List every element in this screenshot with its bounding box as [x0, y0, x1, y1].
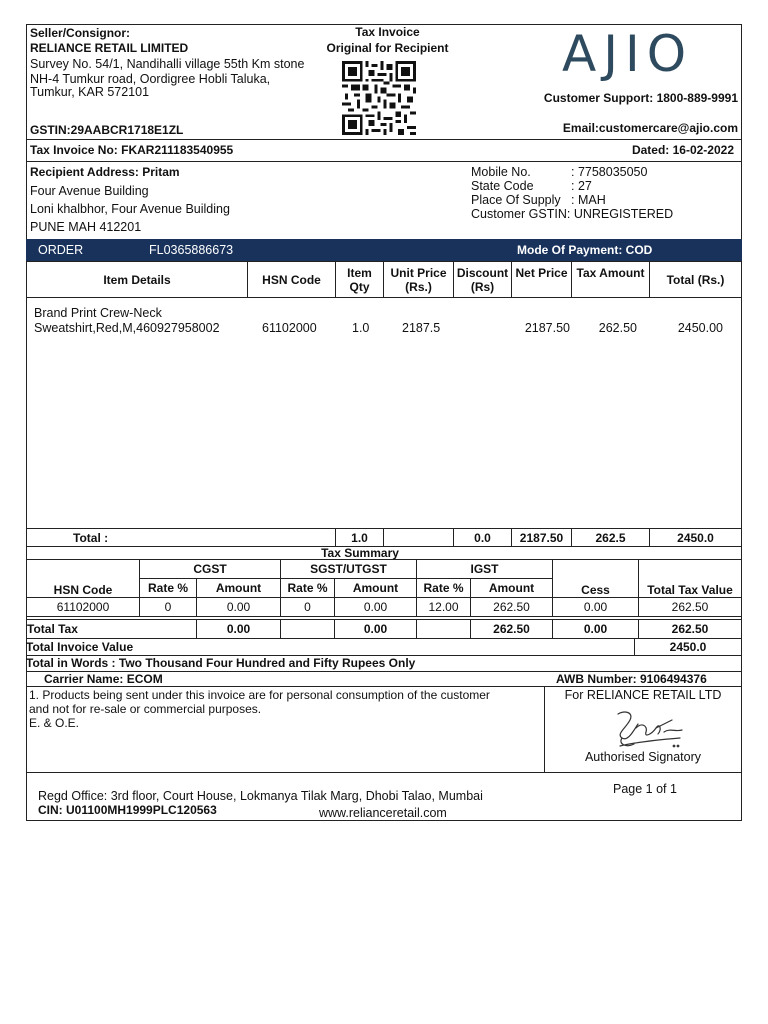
tax-row-igst-rate: 12.00: [417, 598, 471, 617]
col-item-qty: [336, 262, 384, 298]
totals-unit-price: [384, 529, 454, 547]
items-header: [26, 261, 742, 298]
tax-cess-header: Cess: [553, 560, 639, 598]
tax-cgst-amount-header: Amount: [197, 579, 281, 598]
total-tax-label: Total Tax: [27, 620, 197, 639]
total-tax-igst: 262.50: [471, 620, 553, 639]
mobile-label: Mobile No.: [471, 165, 531, 179]
col-net-price: Net Price: [512, 262, 572, 298]
col-unit-price: [384, 262, 454, 298]
items-totals-row: [26, 528, 742, 547]
total-tax-cess: 0.00: [553, 620, 639, 639]
seller-name: RELIANCE RETAIL LIMITED: [30, 41, 189, 55]
totals-discount: 0.0: [454, 529, 512, 547]
col-discount: [454, 262, 512, 298]
order-label: ORDER: [38, 243, 84, 257]
item-qty: 1.0: [352, 321, 370, 335]
recipient-line2: Loni khalbhor, Four Avenue Building: [30, 202, 230, 216]
tax-total-header: Total Tax Value: [639, 560, 742, 598]
declaration-line2: and not for re-sale or commercial purposes.: [29, 702, 262, 716]
recipient-line1: Four Avenue Building: [30, 184, 149, 198]
total-in-words: Total in Words : Two Thousand Four Hundred and Fifty Rupees Only: [26, 656, 416, 670]
declaration-line3: E. & O.E.: [29, 716, 80, 730]
invoice-date: Dated: 16-02-2022: [631, 143, 734, 157]
totals-qty: 1.0: [336, 529, 384, 547]
tax-sgst-amount-header: Amount: [335, 579, 417, 598]
tax-cgst-rate-header: Rate %: [140, 579, 197, 598]
state-code-value: : 27: [571, 179, 592, 193]
cin-number: CIN: U01100MH1999PLC120563: [38, 803, 217, 817]
col-total: Total (Rs.): [650, 262, 742, 298]
customer-gstin: [471, 207, 673, 221]
signature-icon: [612, 708, 692, 752]
for-company: For RELIANCE RETAIL LTD: [564, 688, 722, 702]
awb-number: AWB Number: 9106494376: [556, 672, 707, 686]
tax-sgst-rate-header: Rate %: [281, 579, 335, 598]
item-description: [34, 306, 220, 336]
tax-sgst-header: SGST/UTGST: [281, 560, 417, 579]
order-id: FL0365886673: [149, 243, 234, 257]
tax-igst-header: IGST: [417, 560, 553, 579]
qr-code-icon: [341, 61, 417, 135]
tax-hsn-header: HSN Code: [27, 560, 140, 598]
tax-row-sgst-rate: 0: [281, 598, 335, 617]
customer-email: Email:customercare@ajio.com: [562, 121, 738, 135]
invoice-number: Tax Invoice No: FKAR211183540955: [30, 143, 234, 157]
totals-tax-amount: 262.5: [572, 529, 650, 547]
tax-row-cgst-rate: 0: [140, 598, 197, 617]
item-desc-line2: Sweatshirt,Red,M,460927958002: [34, 321, 220, 335]
payment-mode: Mode Of Payment: COD: [517, 243, 653, 257]
invoice-value-label: Total Invoice Value: [26, 640, 134, 654]
ajio-logo: [562, 26, 693, 82]
tax-row-cgst-amount: 0.00: [197, 598, 281, 617]
tax-row-sgst-amount: 0.00: [335, 598, 417, 617]
invoice-subtitle: Original for Recipient: [326, 41, 449, 55]
tax-summary-title: Tax Summary: [321, 546, 399, 560]
totals-net-price: 2187.50: [512, 529, 572, 547]
customer-support: Customer Support: 1800-889-9991: [543, 91, 738, 105]
divider: [26, 161, 742, 162]
authorised-signatory: Authorised Signatory: [584, 750, 702, 764]
carrier-name: Carrier Name: ECOM: [44, 672, 163, 686]
total-tax-total: 262.50: [639, 620, 742, 639]
total-tax-igst-rate: [417, 620, 471, 639]
col-tax-amount: Tax Amount: [572, 262, 650, 298]
recipient-line3: PUNE MAH 412201: [30, 220, 142, 234]
recipient-heading: Recipient Address: Pritam: [30, 165, 180, 179]
seller-gstin: GSTIN:29AABCR1718E1ZL: [30, 123, 184, 137]
col-hsn-code: HSN Code: [248, 262, 336, 298]
item-hsn: 61102000: [262, 321, 317, 335]
col-unit-price-label: Unit Price (Rs.): [390, 265, 447, 294]
item-net-price: 2187.50: [524, 321, 570, 335]
divider: [26, 139, 742, 140]
total-tax-sgst-rate: [281, 620, 335, 639]
declaration-line1: 1. Products being sent under this invoice are for personal consumption of the customer: [29, 688, 490, 702]
customer-gstin-label: Customer GSTIN:: [471, 207, 571, 221]
col-discount-label: Discount (Rs): [456, 265, 509, 294]
total-tax-row: [26, 619, 742, 639]
totals-total: 2450.0: [650, 529, 742, 547]
declaration: [29, 688, 490, 730]
item-tax-amount: 262.50: [598, 321, 637, 335]
invoice-value: 2450.0: [669, 640, 707, 654]
tax-igst-amount-header: Amount: [471, 579, 553, 598]
place-of-supply-label: Place Of Supply: [471, 193, 561, 207]
col-item-details: Item Details: [27, 262, 248, 298]
tax-row-igst-amount: 262.50: [471, 598, 553, 617]
col-item-qty-label: Item Qty: [347, 265, 372, 294]
divider: [26, 686, 742, 687]
page-number: Page 1 of 1: [613, 782, 677, 796]
mobile-value: : 7758035050: [571, 165, 648, 179]
tax-summary-table: [26, 559, 742, 617]
item-desc-line1: Brand Print Crew-Neck: [34, 306, 162, 320]
seller-address-line3: Tumkur, KAR 572101: [30, 85, 150, 99]
total-tax-cgst: 0.00: [197, 620, 281, 639]
state-code-label: State Code: [471, 179, 534, 193]
total-tax-sgst: 0.00: [335, 620, 417, 639]
seller-heading: Seller/Consignor:: [30, 26, 131, 40]
divider: [26, 772, 742, 773]
item-total: 2450.00: [677, 321, 723, 335]
seller-address-line1: Survey No. 54/1, Nandihalli village 55th Km stone: [30, 57, 305, 71]
invoice-title: Tax Invoice: [355, 25, 420, 39]
totals-label: Total :: [27, 529, 336, 547]
website: www.relianceretail.com: [319, 806, 447, 820]
regd-office: Regd Office: 3rd floor, Court House, Lokmanya Tilak Marg, Dhobi Talao, Mumbai: [38, 789, 483, 803]
ajio-logo-text: AJIO: [562, 25, 694, 83]
tax-cgst-header: CGST: [140, 560, 281, 579]
customer-gstin-value: UNREGISTERED: [573, 207, 674, 221]
order-bar: [26, 239, 742, 261]
seller-address-line2: NH-4 Tumkur road, Oordigree Hobli Taluka,: [30, 72, 271, 86]
tax-row-hsn: 61102000: [27, 598, 140, 617]
place-of-supply-value: : MAH: [571, 193, 606, 207]
item-unit-price: 2187.5: [402, 321, 441, 335]
tax-igst-rate-header: Rate %: [417, 579, 471, 598]
tax-row-total: 262.50: [639, 598, 742, 617]
tax-row-cess: 0.00: [553, 598, 639, 617]
